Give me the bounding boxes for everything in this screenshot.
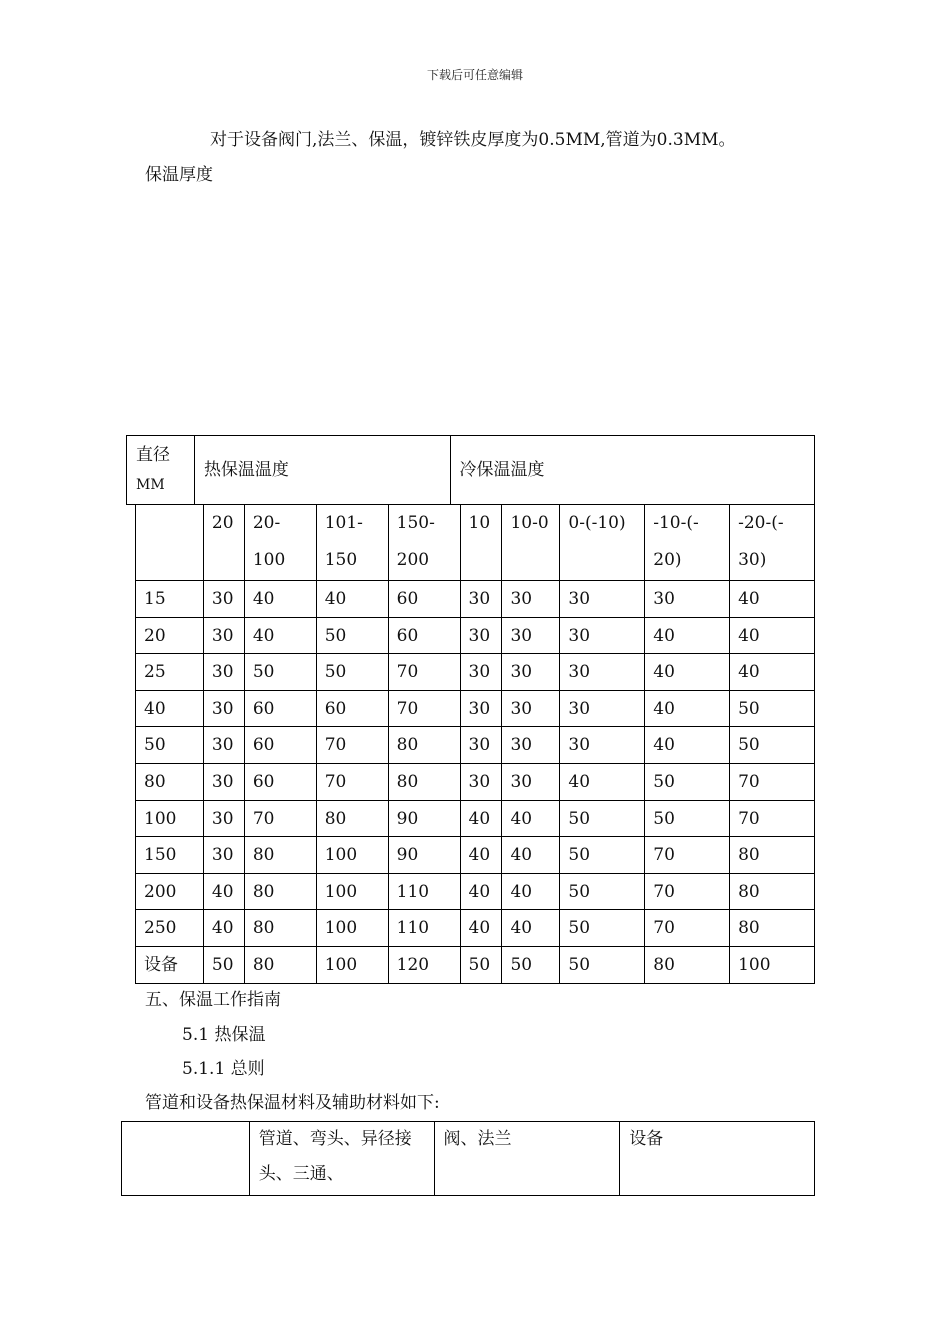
subheader-cell (730, 505, 815, 581)
paragraph-galvanized-thickness: 对于设备阀门,法兰、保温，镀锌铁皮厚度为0.5MM,管道为0.3MM。 (210, 130, 736, 150)
subheader-text: 150 (324, 550, 358, 570)
table-cell: 200 (136, 873, 204, 910)
thickness-table-header (126, 435, 815, 505)
table-cell: 40 (136, 690, 204, 727)
table-cell: 30 (502, 690, 560, 727)
subheader-cell (203, 505, 244, 581)
table-cell: 50 (730, 727, 815, 764)
table-cell: 80 (136, 763, 204, 800)
table-cell: 40 (502, 873, 560, 910)
thickness-table (135, 504, 815, 984)
table-row (136, 690, 815, 727)
subheader-cell (388, 505, 460, 581)
table-cell: 30 (502, 763, 560, 800)
subheader-cell (316, 505, 388, 581)
subheader-text: 100 (252, 550, 286, 570)
table-cell: 80 (388, 763, 460, 800)
table-cell: 50 (560, 800, 645, 837)
table-row (136, 617, 815, 654)
table-row (136, 837, 815, 874)
table-cell: 80 (730, 873, 815, 910)
materials-cell-pipes (249, 1122, 434, 1196)
table-cell: 30 (203, 727, 244, 764)
table-cell: 70 (244, 800, 316, 837)
table-cell: 30 (460, 654, 502, 691)
table-cell: 30 (203, 837, 244, 874)
table-cell: 30 (203, 690, 244, 727)
table-cell: 40 (502, 800, 560, 837)
subheader-text: 20 (211, 513, 234, 533)
table-cell: 70 (645, 837, 730, 874)
table-cell: 30 (560, 690, 645, 727)
subheader-text: 30) (738, 550, 767, 570)
table-cell: 40 (460, 910, 502, 947)
table-cell: 40 (730, 654, 815, 691)
table-cell: 40 (460, 800, 502, 837)
table-cell: 40 (502, 910, 560, 947)
table-cell: 40 (316, 581, 388, 618)
subheader-cell (645, 505, 730, 581)
pipes-label-line2: 头、三通、 (258, 1164, 344, 1184)
table-cell: 40 (645, 727, 730, 764)
table-cell: 70 (316, 763, 388, 800)
table-cell: 100 (730, 946, 815, 983)
table-cell: 120 (388, 946, 460, 983)
table-cell: 30 (203, 581, 244, 618)
table-cell: 40 (244, 617, 316, 654)
table-cell: 100 (136, 800, 204, 837)
table-cell: 40 (460, 837, 502, 874)
subheader-text: -20-(- (738, 513, 784, 533)
table-cell: 60 (388, 581, 460, 618)
subheader-text: 10-0 (510, 513, 549, 533)
diameter-unit: MM (136, 477, 165, 493)
subheader-text: 0-(-10) (568, 513, 626, 533)
table-cell: 100 (316, 910, 388, 947)
table-cell: 40 (244, 581, 316, 618)
materials-cell-valves: 阀、法兰 (434, 1122, 620, 1196)
pipes-label-line1: 管道、弯头、异径接 (258, 1129, 412, 1149)
table-cell: 80 (244, 837, 316, 874)
table-cell: 50 (203, 946, 244, 983)
table-cell: 25 (136, 654, 204, 691)
table-cell: 100 (316, 837, 388, 874)
subheader-text: 20- (252, 513, 281, 533)
table-cell: 70 (388, 690, 460, 727)
table-row (136, 727, 815, 764)
table-cell: 20 (136, 617, 204, 654)
table-cell: 60 (388, 617, 460, 654)
table-cell: 50 (316, 617, 388, 654)
table-cell: 40 (730, 617, 815, 654)
table-cell: 40 (502, 837, 560, 874)
table-cell: 80 (244, 946, 316, 983)
table-cell: 40 (203, 910, 244, 947)
table-cell: 90 (388, 837, 460, 874)
table-cell: 40 (730, 581, 815, 618)
table-cell: 40 (460, 873, 502, 910)
table-cell: 30 (460, 763, 502, 800)
table-cell: 30 (460, 727, 502, 764)
table-cell: 40 (203, 873, 244, 910)
table-cell: 80 (316, 800, 388, 837)
subheader-cell (244, 505, 316, 581)
table-cell: 30 (645, 581, 730, 618)
table-cell: 80 (730, 910, 815, 947)
table-cell: 80 (244, 910, 316, 947)
table-cell: 30 (560, 654, 645, 691)
table-cell: 30 (203, 654, 244, 691)
table-row (136, 581, 815, 618)
section-heading-5-1-1: 5.1.1 总则 (182, 1059, 265, 1079)
cold-insulation-header: 冷保温温度 (450, 436, 814, 505)
table-cell: 40 (645, 617, 730, 654)
subheader-cell (560, 505, 645, 581)
table-row (136, 800, 815, 837)
table-cell: 70 (316, 727, 388, 764)
table-cell: 50 (502, 946, 560, 983)
table-cell: 100 (316, 873, 388, 910)
table-cell: 30 (203, 763, 244, 800)
table-cell: 30 (560, 727, 645, 764)
subheader-cell (136, 505, 204, 581)
table-cell: 30 (560, 617, 645, 654)
table-cell: 50 (645, 800, 730, 837)
table-cell: 110 (388, 910, 460, 947)
table-cell: 150 (136, 837, 204, 874)
table-row (136, 654, 815, 691)
table-cell: 50 (730, 690, 815, 727)
table-cell: 40 (645, 654, 730, 691)
subheader-row (136, 505, 815, 581)
subheader-text: 200 (396, 550, 430, 570)
table-row (136, 763, 815, 800)
table-row (136, 946, 815, 983)
table-cell: 30 (460, 581, 502, 618)
table-cell: 60 (244, 690, 316, 727)
table-cell: 110 (388, 873, 460, 910)
page-header-note: 下载后可任意编辑 (426, 68, 523, 82)
table-cell: 50 (560, 837, 645, 874)
table-cell: 70 (645, 873, 730, 910)
materials-table (121, 1121, 815, 1196)
table-cell: 250 (136, 910, 204, 947)
diameter-label: 直径 (136, 445, 170, 465)
table-cell: 100 (316, 946, 388, 983)
table-cell: 50 (136, 727, 204, 764)
table-cell: 50 (645, 763, 730, 800)
table-cell: 60 (244, 763, 316, 800)
table-cell: 60 (316, 690, 388, 727)
subheader-cell (460, 505, 502, 581)
table-row (136, 910, 815, 947)
table-cell: 50 (560, 873, 645, 910)
table-cell: 80 (645, 946, 730, 983)
subheader-text: 101- (324, 513, 363, 533)
table-cell: 50 (560, 910, 645, 947)
subheader-text: -10-(- (653, 513, 699, 533)
table-cell: 30 (502, 727, 560, 764)
table-cell: 80 (244, 873, 316, 910)
table-cell: 80 (730, 837, 815, 874)
heading-insulation-thickness: 保温厚度 (145, 165, 213, 185)
section-heading-5-1: 5.1 热保温 (182, 1025, 266, 1045)
table-cell: 30 (203, 617, 244, 654)
table-cell: 30 (502, 581, 560, 618)
subheader-text: 10 (468, 513, 491, 533)
table-cell: 50 (560, 946, 645, 983)
hot-insulation-header: 热保温温度 (194, 436, 450, 505)
subheader-text: 20) (653, 550, 682, 570)
table-cell: 50 (244, 654, 316, 691)
materials-cell-empty (122, 1122, 250, 1196)
subheader-text: 150- (396, 513, 435, 533)
table-cell: 30 (460, 690, 502, 727)
table-cell: 30 (560, 581, 645, 618)
table-cell: 30 (502, 617, 560, 654)
table-cell: 30 (460, 617, 502, 654)
diameter-header-cell (127, 436, 195, 505)
table-cell: 90 (388, 800, 460, 837)
paragraph-materials: 管道和设备热保温材料及辅助材料如下: (145, 1093, 440, 1113)
table-cell: 50 (460, 946, 502, 983)
table-cell: 70 (388, 654, 460, 691)
table-cell: 70 (730, 800, 815, 837)
table-cell: 50 (316, 654, 388, 691)
subheader-cell (502, 505, 560, 581)
table-cell: 80 (388, 727, 460, 764)
materials-cell-equipment: 设备 (620, 1122, 815, 1196)
section-heading-5: 五、保温工作指南 (145, 990, 281, 1010)
table-row (136, 873, 815, 910)
table-cell: 40 (560, 763, 645, 800)
table-cell: 70 (730, 763, 815, 800)
table-cell: 15 (136, 581, 204, 618)
table-cell: 30 (203, 800, 244, 837)
table-cell: 设备 (136, 946, 204, 983)
table-cell: 30 (502, 654, 560, 691)
table-cell: 60 (244, 727, 316, 764)
table-cell: 40 (645, 690, 730, 727)
table-cell: 70 (645, 910, 730, 947)
